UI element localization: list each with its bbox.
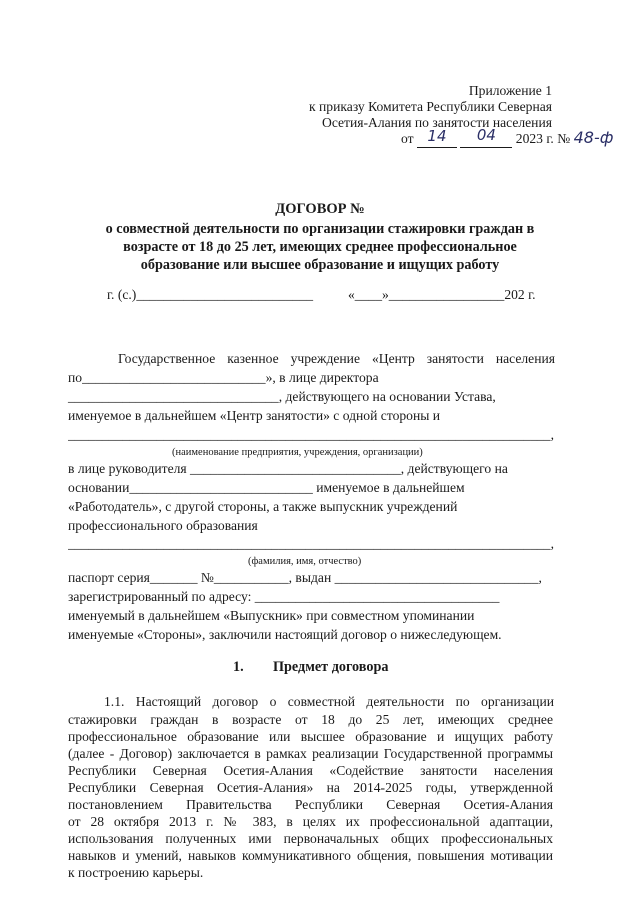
order-month-field: [460, 126, 512, 148]
contract-subtitle-1: о совместной деятельности по организации стажировки граждан в: [105, 221, 535, 237]
date-field: «____»_________________202 г.: [348, 287, 536, 302]
order-committee: Осетия-Алания по занятости населения: [322, 115, 552, 130]
contract-subtitle-3: образование или высшее образование и ищущих работу: [140, 257, 500, 273]
address-line: зарегистрированный по адресу: ____________________________________: [68, 589, 500, 604]
order-year-number-label: 2023 г. №: [515, 131, 571, 146]
paragraph-line: стажировки граждан в возрасте от 18 до 25 лет, имеющих среднее: [68, 712, 553, 727]
paragraph-line: Республики Северная Осетия-Алания «Содействие занятости населения: [68, 763, 553, 778]
order-day-field: [417, 129, 457, 148]
paragraph-line: профессиональное образование или высшее образование и ищущих работу: [68, 729, 553, 744]
employer-name-blank: _______________________________________________________________________,: [68, 427, 554, 442]
parties-line-1: Государственное казенное учреждение «Центр занятости населения: [118, 351, 555, 366]
paragraph-line: от 28 октября 2013 г. № 383, в целях их профессиональной адаптации,: [68, 814, 553, 829]
contract-title: ДОГОВОР №: [275, 201, 365, 217]
parties-line-6: в лице руководителя _______________________________, действующего на: [68, 461, 508, 476]
parties-line-8: «Работодатель», с другой стороны, а также выпускник учреждений: [68, 499, 458, 514]
paragraph-line: 1.1. Настоящий договор о совместной деятельности по организации: [104, 694, 554, 709]
contract-subtitle-2: возрасте от 18 до 25 лет, имеющих среднее профессиональное: [123, 239, 517, 255]
employer-caption: (наименование предприятия, учреждения, организации): [172, 447, 423, 458]
parties-line-13: именуемый в дальнейшем «Выпускник» при совместном упоминании: [68, 608, 475, 623]
handwritten-order-number: 48-ф: [573, 128, 614, 147]
parties-line-7: основании___________________________ именуемое в дальнейшем: [68, 480, 465, 495]
handwritten-month: 04: [476, 126, 496, 144]
paragraph-line: (далее - Договор) заключается в рамках реализации Государственной программы: [68, 746, 553, 761]
handwritten-day: 14: [427, 127, 447, 145]
parties-line-4: именуемое в дальнейшем «Центр занятости» с одной стороны и: [68, 408, 441, 423]
paragraph-line: Республики Северная Осетия-Алания» на 2014-2025 годы, утвержденной: [68, 780, 553, 795]
paragraph-line-last: к построению карьеры.: [68, 865, 204, 880]
paragraph-line: использования полученных ими первоначальных общих профессиональных: [68, 831, 553, 846]
parties-line-3: _______________________________, действующего на основании Устава,: [68, 389, 496, 404]
graduate-caption: (фамилия, имя, отчество): [248, 556, 362, 567]
order-date-line: [401, 128, 613, 148]
passport-line: паспорт серия_______ №___________, выдан ______________________________,: [68, 570, 542, 585]
paragraph-line: навыков и умений, навыков коммуникативного общения, повышения мотивации: [68, 848, 553, 863]
place-field: г. (с.)__________________________: [107, 287, 314, 302]
parties-line-9: профессионального образования: [68, 518, 258, 533]
parties-line-2: по___________________________», в лице директора: [68, 370, 379, 385]
graduate-name-blank: _______________________________________________________________________,: [68, 536, 554, 551]
order-reference: к приказу Комитета Республики Северная: [309, 99, 552, 114]
appendix-label: Приложение 1: [468, 83, 552, 98]
section-1-title: Предмет договора: [273, 659, 389, 675]
paragraph-line: постановлением Правительства Республики Северная Осетия-Алания: [68, 797, 553, 812]
order-date-prefix: от: [401, 131, 414, 146]
section-1-number: 1.: [233, 659, 244, 675]
parties-line-14: именуемые «Стороны», заключили настоящий договор о нижеследующем.: [68, 627, 502, 642]
